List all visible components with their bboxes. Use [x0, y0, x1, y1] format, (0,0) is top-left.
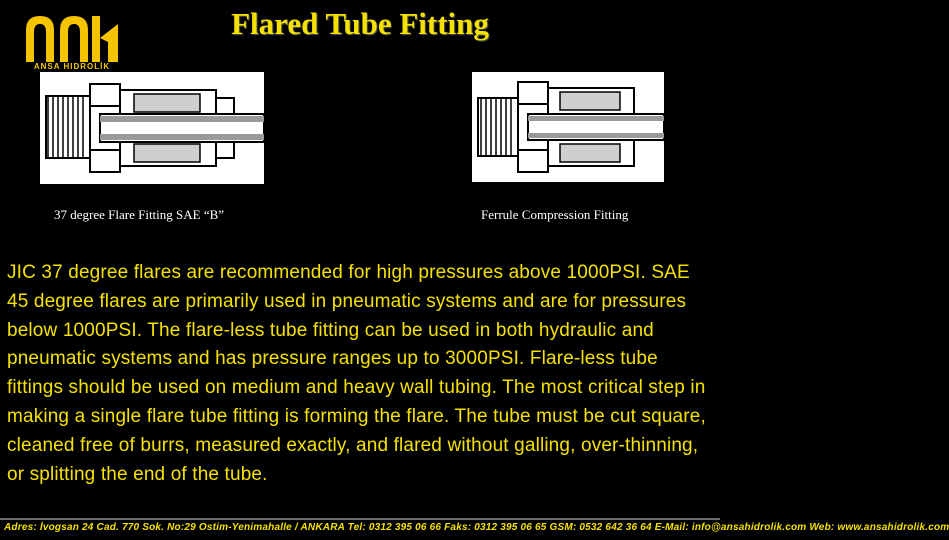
ferrule-compression-diagram — [472, 72, 664, 182]
footer-divider — [0, 518, 720, 520]
page-title: Flared Tube Fitting — [231, 6, 489, 41]
logo-text: ANSA HIDROLİK — [33, 62, 111, 71]
footer-contact-info: Adres: İvogsan 24 Cad. 770 Sok. No:29 Ostim-Yenimahalle / ANKARA Tel: 0312 395 06 66 Faks: 0312 395 06 65 GSM: 0532 642 36 64 E-Mail: info@ansahidrolik.com Web: www.ansahidrolik.com — [4, 522, 949, 533]
right-figure-caption: Ferrule Compression Fitting — [481, 207, 629, 222]
body-paragraph: JIC 37 degree flares are recommended for high pressures above 1000PSI. SAE 45 degree flares are primarily used in pneumatic systems and are for pressures below 1000PSI. The flare-less tube fitting can be used in both hydraulic and pneumatic systems and has pressure ranges up to 3000PSI. Flare-less tube fittings should be used on medium and heavy wall tubing. The most critical step in making a single flare tube fitting is forming the flare. The tube must be cut square, cleaned free of burrs, measured exactly, and flared without galling, over-thinning, or splitting the end of the tube. — [7, 262, 706, 485]
flare-fitting-diagram — [40, 72, 264, 184]
left-figure-caption: 37 degree Flare Fitting SAE “B” — [54, 207, 225, 222]
